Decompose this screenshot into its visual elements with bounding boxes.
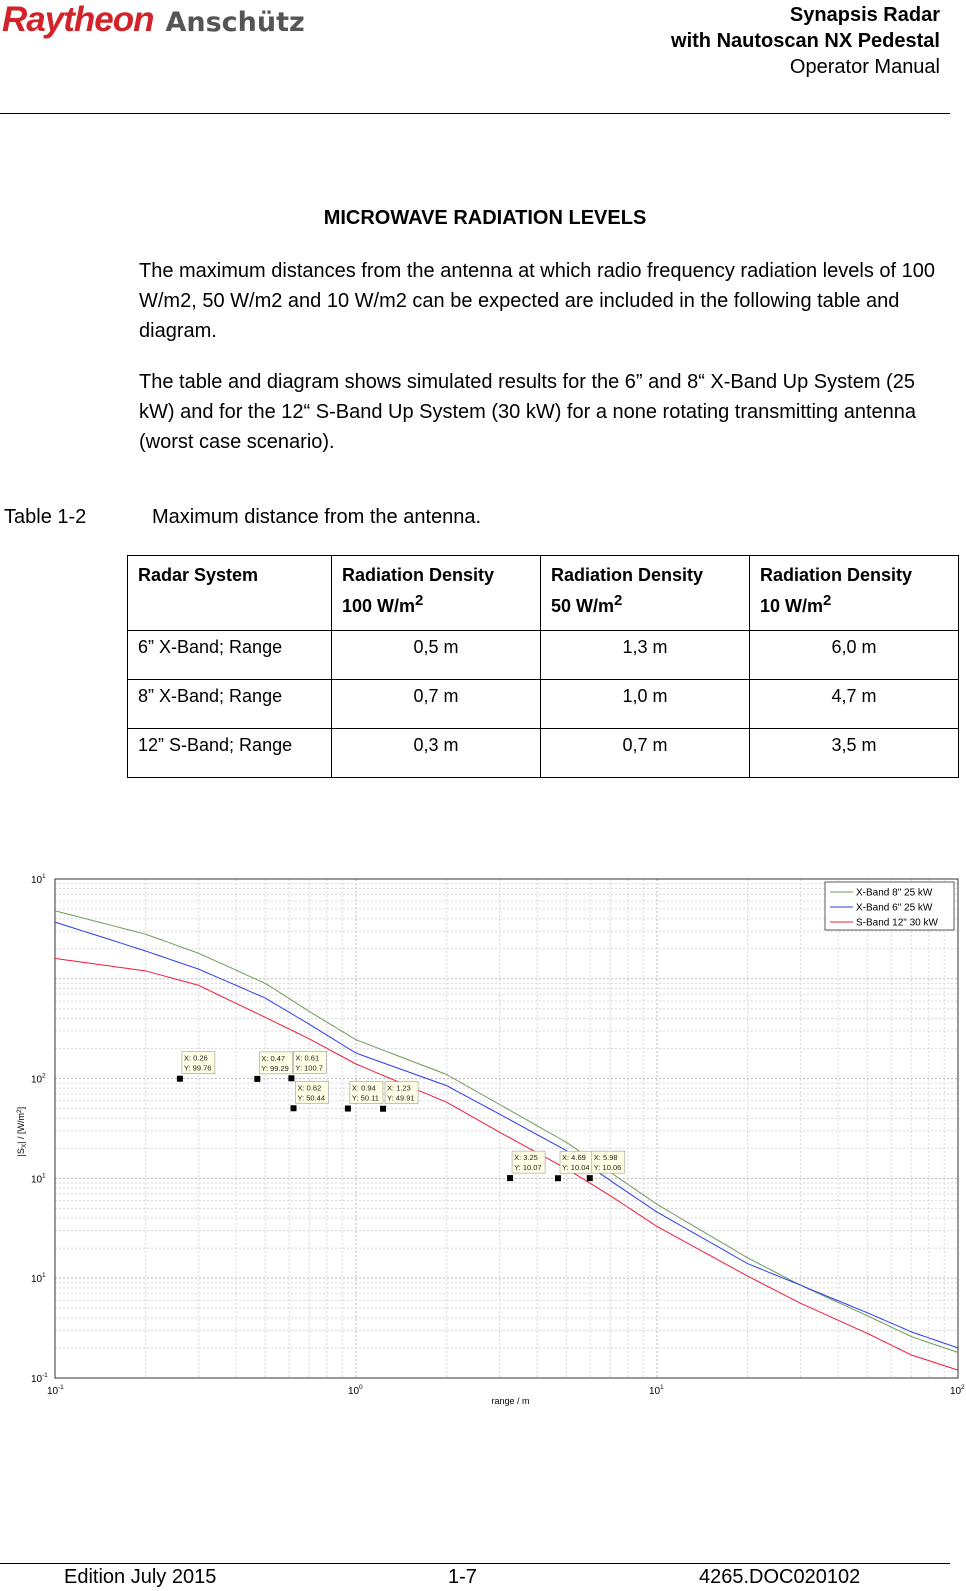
table-header-cell: Radar System [128,556,332,631]
datatip-x-label: X: 0.26 [183,1053,208,1063]
table-cell: 1,0 m [541,680,750,729]
x-tick-label: 10 [649,1386,661,1397]
x-tick-exponent: -1 [58,1384,64,1391]
datatip-y-label: Y: 10.07 [514,1163,542,1173]
datatip-y-label: Y: 50.11 [351,1093,379,1103]
table-header-row [128,556,959,631]
x-tick-label: 10 [47,1386,59,1397]
header-title-2: with Nautoscan NX Pedestal [671,30,940,52]
table-row [128,680,959,729]
table-cell: 12” S-Band; Range [128,729,332,778]
y-tick-exponent: 2 [42,1072,46,1080]
datatip-x-label: X: 1.23 [387,1083,411,1093]
footer-doc-id: 4265.DOC020102 [699,1566,861,1588]
datatip-x-label: X: 0.94 [351,1083,376,1093]
table-cell: 3,5 m [750,729,959,778]
datatip-marker [380,1106,386,1112]
legend-label: X-Band 8" 25 kW [856,887,933,899]
datatip-x-label: X: 0.61 [295,1053,320,1063]
datatip-y-label: Y: 99.29 [261,1063,289,1073]
datatip-x-label: X: 0.47 [261,1053,286,1063]
x-axis-label: range / m [491,1396,530,1406]
paragraph-1: The maximum distances from the antenna at which radio frequency radiation levels of 100 W/m2, 50 W/m2 and 10 W/m2 can be expected are included in the following table and diagram. [139,260,935,342]
radiation-chart-svg [0,872,966,1432]
table-cell: 0,7 m [541,729,750,778]
datatip-y-label: Y: 10.04 [562,1163,590,1173]
table-caption-label: Table 1-2 [4,506,87,528]
y-tick-exponent: 1 [42,1272,46,1280]
datatip-y-label: Y: 100.7 [295,1063,323,1073]
table-cell: 4,7 m [750,680,959,729]
y-tick-exponent: 1 [42,873,46,880]
legend-label: S-Band 12" 30 kW [856,917,938,929]
datatip-y-label: Y: 99.76 [183,1063,212,1073]
table-cell: 0,5 m [332,631,541,680]
logo-brand: Raytheon [2,0,154,39]
x-tick-exponent: 2 [961,1384,965,1391]
table-caption [4,506,481,529]
table-cell: 8” X-Band; Range [128,680,332,729]
table-header-cell: Radiation Density 10 $W/m^2$ [750,556,959,631]
datatip-x-label: X: 5.98 [593,1153,618,1163]
x-tick-label: 10 [950,1386,962,1397]
footer-divider [0,1563,950,1564]
table-header-cell: Radiation Density 100 $W/m^2$ [332,556,541,631]
y-tick-label: 10 [31,875,43,886]
datatip-marker [345,1106,351,1112]
datatip-marker [507,1175,513,1181]
header-title-1: Synapsis Radar [789,4,940,26]
y-axis-label: $|S_X| / [W/m^2]$ [16,1106,28,1157]
y-tick-label: 10 [31,1174,43,1186]
plot-area [55,879,958,1378]
datatip-y-label: Y: 50.44 [297,1093,326,1103]
datatip-marker [254,1076,260,1082]
logo-sub: Anschütz [165,7,305,38]
table-cell: 6,0 m [750,631,959,680]
y-tick-exponent: 1 [42,1172,46,1180]
datatip-marker [291,1105,297,1111]
datatip-x-label: X: 4.69 [562,1153,586,1163]
y-tick-exponent: -1 [42,1372,48,1379]
header-title-3: Operator Manual [789,56,940,78]
company-logo [2,0,305,44]
table-cell: 6” X-Band; Range [128,631,332,680]
table-cell: 0,3 m [332,729,541,778]
datatip-marker [555,1175,561,1181]
table-cell: 1,3 m [541,631,750,680]
y-tick-label: 10 [31,1374,43,1385]
datatip-marker [288,1075,294,1081]
distance-table [127,555,959,778]
table-row [128,729,959,778]
legend-label: X-Band 6" 25 kW [856,902,933,914]
table-row [128,631,959,680]
header-divider [0,113,950,114]
datatip-x-label: X: 0.62 [297,1083,322,1093]
datatip-y-label: Y: 49.91 [387,1093,415,1103]
table-cell: 0,7 m [332,680,541,729]
footer-edition: Edition July 2015 [64,1566,217,1588]
datatip-y-label: Y: 10.06 [593,1163,622,1173]
document-header [671,2,940,80]
x-tick-exponent: 0 [359,1384,363,1391]
table-caption-text: Maximum distance from the antenna. [152,506,482,528]
table-header-cell: Radiation Density 50 $W/m^2$ [541,556,750,631]
y-tick-label: 10 [31,1274,43,1286]
x-tick-exponent: 1 [660,1384,664,1391]
footer-page-number: 1-7 [448,1566,477,1588]
y-tick-label: 10 [31,1074,43,1086]
section-title: MICROWAVE RADIATION LEVELS [323,207,647,229]
paragraph-2: The table and diagram shows simulated results for the 6” and 8“ X-Band Up System (25 kW) and for the 12“ S-Band Up System (30 kW) for a none rotating transmitting antenna (worst case scenario). [139,371,917,453]
radiation-chart [0,872,966,1432]
datatip-marker [177,1076,183,1082]
datatip-x-label: X: 3.25 [514,1153,538,1163]
x-tick-label: 10 [348,1386,360,1397]
datatip-marker [587,1175,593,1181]
